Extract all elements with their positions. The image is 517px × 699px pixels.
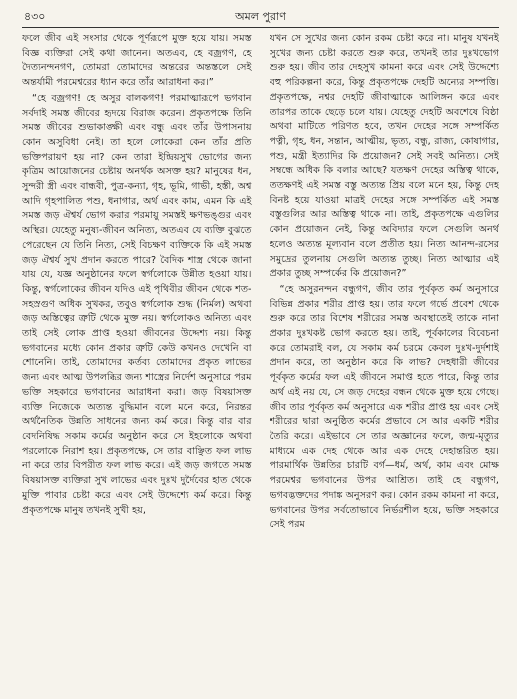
text-columns [22,32,499,695]
left-column [22,32,252,695]
running-title: অমল পুরাণ [235,9,286,23]
right-column [270,32,500,695]
paragraph: যখন সে সুখের জন্য কোন রকম চেষ্টা করে না। মানুষ যখনই সুখের জন্য চেষ্টা করতে শুরু করে, তখনই তার দুঃখভোগ শুরু হয়। জীব তার দেহসুখ কামনা করে এবং সেই উদ্দেশ্যে বহু পরিকল্পনা করে, কিন্তু প্রকৃতপক্ষে দেহটি অন্যের সম্পত্তি। প্রকৃতপক্ষে, নশ্বর দেহটি জীবাত্মাকে আলিঙ্গন করে এবং তারপর তাকে ছেড়ে চলে যায়। যেহেতু দেহটি অবশেষে বিষ্ঠা অথবা মাটিতে পরিণত হবে, তখন দেহের সঙ্গে সম্পর্কিত পত্নী, গৃহ, ধন, সন্তান, আত্মীয়, ভৃত্য, বন্ধু, রাজ্য, কোষাগার, পশু, মন্ত্রী ইত্যাদির কি প্রয়োজন? সেই সবই অনিত্য। সেই সম্বন্ধে অধিক কি বলার আছে? যতক্ষণ দেহের অস্তিত্ব থাকে, ততক্ষণই এই সমস্ত বস্তু অত্যন্ত প্রিয় বলে মনে হয়, কিন্তু দেহ বিনষ্ট হয়ে যাওয়া মাত্রই দেহের সঙ্গে সম্পর্কিত এই সমস্ত বস্তুগুলির আর অস্তিত্ব থাকে না। তাই, প্রকৃতপক্ষে এগুলির কোন প্রয়োজন নেই, কিন্তু অবিদ্যার ফলে সেগুলি অনর্থ হলেও অত্যন্ত মূল্যবান বলে প্রতীত হয়। নিত্য আনন্দ-রসের সমুদ্রের তুলনায় সেগুলি অত্যন্ত তুচ্ছ। নিত্য আত্মার এই প্রকার তুচ্ছ সম্পর্কের কি প্রয়োজন?” [269,33,499,280]
page-number: ৪৩০ [24,9,46,23]
page-header [24,6,497,28]
paragraph: “হে বজ্রগণ! হে অসুর বালকগণ! পরমাত্মারূপে ভগবান সর্বদাই সমস্ত জীবের হৃদয়ে বিরাজ করেন। প্রকৃতপক্ষে তিনি সমস্ত জীবের শুভাকাঙ্ক্ষী এবং বন্ধু এবং তাঁর উপাসনায় কোন অসুবিধা নেই। তা হলে লোকেরা কেন তাঁর প্রতি ভক্তিপরায়ণ হয় না? কেন তারা ইন্দ্রিয়সুখ ভোগের জন্য কৃত্রিম আয়োজনের চেষ্টায় অনর্থক অসক্ত হয়? মানুষের ধন, সুন্দরী স্ত্রী এবং বান্ধবী, পুত্র-কন্যা, গৃহ, ভূমি, গাভী, হস্তী, অশ্ব আদি গৃহপালিত পশু, ধনাগার, অর্থ এবং কাম, এমন কি এই সমস্ত জড় ঐশ্বর্য ভোগ করার পরমায়ু সমস্তই ক্ষণভঙ্গুর এবং অস্থির। যেহেতু মনুষ্য-জীবন অনিত্য, অতএব যে ব্যক্তি বুঝতে পেরেছেন যে তিনি নিত্য, সেই বিচক্ষণ ব্যক্তিকে কি এই সমস্ত জড় ঐশ্বর্য সুখ প্রদান করতে পারে? বৈদিক শাস্ত্র থেকে জানা যায় যে, যজ্ঞ অনুষ্ঠানের ফলে স্বর্গলোকে উন্নীত হওয়া যায়। কিন্তু, স্বর্গলোকের জীবন যদিও এই পৃথিবীর জীবন থেকে শত-সহস্রগুণ অধিক সুখকর, তবুও স্বর্গলোক শুদ্ধ (নির্মল) অথবা জড় অস্তিত্বের ত্রুটি থেকে মুক্ত নয়। স্বর্গলোকও অনিত্য এবং তাই সেই লোক প্রাপ্ত হওয়া জীবনের উদ্দেশ্য নয়। কিন্তু ভগবানের মধ্যে কোন প্রকার ত্রুটি কেউ কখনও দেখেনি বা শোনেনি। তাই, তোমাদের কর্তব্য তোমাদের প্রকৃত লাভের জন্য এবং আত্ম উপলব্ধির জন্য শাস্ত্রের নির্দেশ অনুসারে পরম ভক্তি সহকারে ভগবানের আরাধনা করা। জড় বিষয়াসক্ত ব্যক্তি নিজেকে অত্যন্ত বুদ্ধিমান বলে মনে করে, নিরন্তর অর্থনৈতিক উন্নতি সাধনের জন্য কর্ম করে। কিন্তু বার বার বেদনিষিদ্ধ সকাম কর্মের অনুষ্ঠান করে সে ইহলোকে অথবা পরলোকে নিরাশ হয়। প্রকৃতপক্ষে, সে তার বাঞ্ছিত ফল লাভ না করে তার বিপরীত ফল লাভ করে। এই জড় জগতে সমস্ত বিষয়াসক্ত ব্যক্তিরা সুখ লাভের এবং দুঃখ দুর্দৈবের হাত থেকে মুক্তি পাবার চেষ্টা করে এবং সেই উদ্দেশ্যে কর্ম করে। কিন্তু প্রকৃতপক্ষে মানুষ তখনই সুখী হয়, [22,92,252,516]
header-rule [22,27,499,28]
paragraph: “হে অসুরনন্দন বন্ধুগণ, জীব তার পূর্বকৃত কর্ম অনুসারে বিভিন্ন প্রকার শরীর প্রাপ্ত হয়। তার ফলে গর্ভে প্রবেশ থেকে শুরু করে তার বিশেষ শরীরের সমস্ত অবস্থাতেই তাকে নানা প্রকার দুঃখকষ্ট ভোগ করতে হয়। তাই, পূর্বকালের বিবেচনা করে তোমরাই বল, যে সকাম কর্ম চরমে কেবল দুঃখ-দুর্দশাই প্রদান করে, তা অনুষ্ঠান করে কি লাভ? দেহধারী জীবের পূর্বকৃত কর্মের ফল এই জীবনে সমাপ্ত হতে পারে, কিন্তু তার অর্থ এই নয় যে, সে জড় দেহের বন্ধন থেকে মুক্ত হয়ে গেছে। জীব তার পূর্বকৃত কর্ম অনুসারে এক শরীর প্রাপ্ত হয় এবং সেই শরীরের দ্বারা অনুষ্ঠিত কর্মের প্রভাবে সে আর একটি শরীর তৈরি করে। এইভাবে সে তার অজ্ঞানের ফলে, জন্ম-মৃত্যুর মাধ্যমে এক দেহ থেকে আর এক দেহে দেহান্তরিত হয়। পারমার্থিক উন্নতির চারটি বর্গ—ধর্ম, অর্থ, কাম এবং মোক্ষ পরমেশ্বর ভগবানের উপর আশ্রিত। তাই হে বন্ধুগণ, ভগবদ্ভক্তদের পদাঙ্ক অনুসরণ কর। কোন রকম কামনা না করে, ভগবানের উপর সর্বতোভাবে নির্ভরশীল হয়ে, ভক্তি সহকারে সেই পরম [269,283,499,531]
paragraph: ফলে জীব এই সংসার থেকে পূর্ণরূপে মুক্ত হয়ে যায়। সমস্ত বিজ্ঞ ব্যক্তিরা সেই কথা জানেন। অতএব, হে বজ্রগণ, হে দৈত্যনন্দনগণ, তোমরা তোমাদের অন্তরের অন্তস্তলে সেই অন্তর্যামী পরমেশ্বরের ধ্যান করে তাঁর আরাধনা কর।” [22,33,252,89]
